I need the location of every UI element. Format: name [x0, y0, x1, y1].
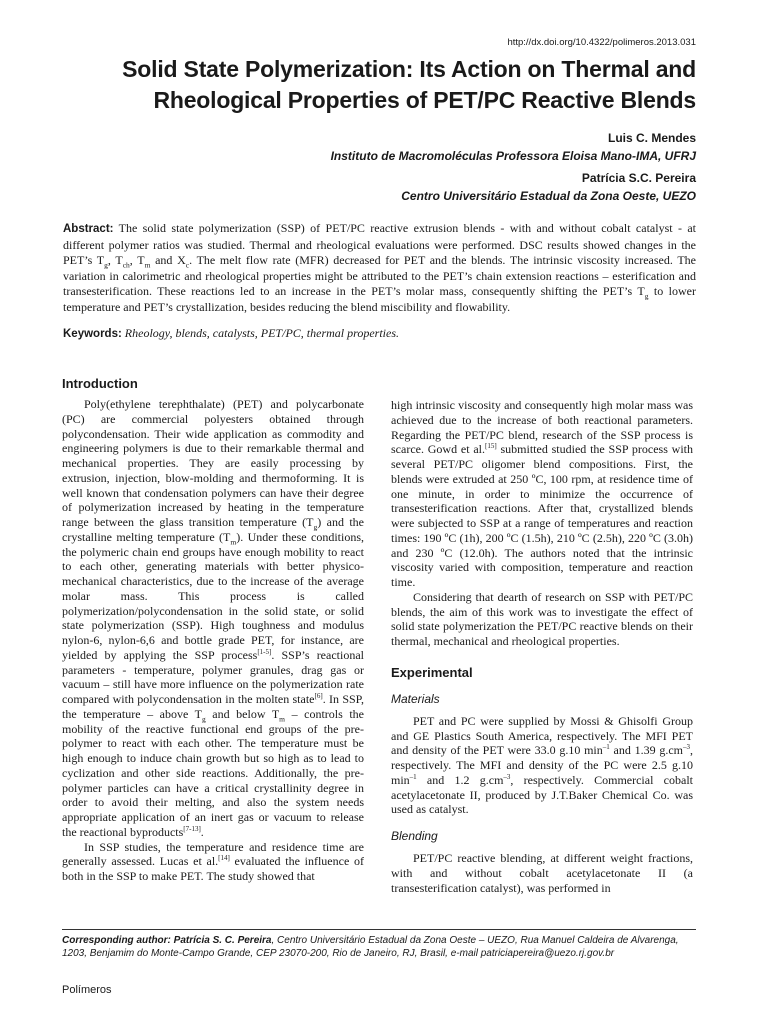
abstract: Abstract: The solid state polymerization (SSP) of PET/PC reactive extrusion blends - with and without cobalt catalyst - at different polymer ratios was studied. Thermal and rheological evaluations were performed. DSC results showed changes in the PET’s $T_g$, $T_{ch}$, $T_m$ and $X_c$. The melt flow rate (MFR) decreased for PET and the blends. The intrinsic viscosity increased. The variation in calorimetric and rheological properties might be attributed to the PET’s chain extension reactions – esterification and transesterification. These reactions led to an increase in the PET’s molar mass, consequently shifting the PET’s $T_g$ to lower temperature and PET’s crystallization, besides reducing the blend miscibility and flowability. — [63, 221, 696, 314]
citation-ref[interactable]: [1-5] — [257, 647, 272, 656]
journal-name: Polímeros — [62, 984, 112, 996]
body-paragraph: high intrinsic viscosity and consequently high molar mass was achieved due to the increase of both reactional parameters. Regarding the PET/PC blend, research of the SSP process is scarce. Gowd et al.[15] submitted studied the SSP process with several PET/PC oligomer blend compositions. First, the blends were extruded at 250 ºC, 100 rpm, at residence time of one minute, in order to minimize the occurrence of transesterification reactions. After that, crystallized blends were subjected to SSP at a range of temperatures and reaction times: 190 ºC (1h), 200 ºC (1.5h), 210 ºC (2.5h), 220 ºC (3.0h) and 230 ºC (12.0h). The authors noted that the intrinsic viscosity varied with composition, temperature and reaction time. — [391, 398, 694, 589]
author-name: Patrícia S.C. Pereira — [581, 171, 696, 185]
author-affiliation: Centro Universitário Estadual da Zona Oeste, UEZO — [401, 189, 696, 203]
corresponding-author-note: Corresponding author: Patrícia S. C. Pereira, Centro Universitário Estadual da Zona Oeste – UEZO, Rua Manuel Caldeira de Alvarenga, 1203, Benjamim do Monte-Campo Grande, CEP 23070-200, Rio de Janeiro, RJ, Brasil, e-mail patriciapereira@uezo.rj.gov.br — [62, 935, 679, 959]
body-paragraph: PET/PC reactive blending, at different weight fractions, with and without cobalt acetylacetonate II (a transesterification catalyst), was performed in — [391, 851, 693, 895]
footer-divider — [62, 929, 696, 930]
doi-link[interactable]: http://dx.doi.org/10.4322/polimeros.2013.031 — [507, 37, 696, 48]
author-affiliation: Instituto de Macromoléculas Professora Eloisa Mano-IMA, UFRJ — [330, 149, 696, 163]
citation-ref[interactable]: [14] — [218, 854, 230, 863]
section-heading-introduction: Introduction — [62, 376, 138, 391]
subsection-heading-blending: Blending — [391, 829, 438, 843]
keywords-list: Rheology, blends, catalysts, PET/PC, thermal properties. — [121, 326, 399, 340]
corresponding-author-label: Corresponding author: Patrícia S. C. Pereira — [62, 935, 272, 946]
body-paragraph: In SSP studies, the temperature and residence time are generally assessed. Lucas et al.[14] evaluated the influence of both in the SSP to make PET. The study showed that — [62, 839, 364, 883]
body-paragraph: Considering that dearth of research on SSP with PET/PC blends, the aim of this work was to investigate the effect of solid state polymerization the PET/PC reactive blends on their thermal, mechanical and rheological properties. — [391, 589, 693, 648]
body-paragraph: Poly(ethylene terephthalate) (PET) and polycarbonate (PC) are commercial polyesters obtained through polycondensation. Their wide application as commodity and engineering polymers is due to their remarkable thermal and mechanical properties. They are easily processing by extrusion, injection, blow-molding and thermoforming. It is well known that condensation polymers can have their degree of polymerization increased by heating in the temperature range between the glass transition temperature $(T_g)$ and the crystalline melting temperature $(T_m)$. Under these conditions, the polymeric chain end groups have enough mobility to react to each other, generating materials with better physico-mechanical characteristics, due to the increase of the average molar mass. This process is called polymerization/polycondensation in the solid state, or solid state polymerization (SSP). High toughness and modulus nylon-6, nylon-6,6 and bottle grade PET, for instance, are yielded by applying the SSP process[1-5]. SSP’s reactional parameters - temperature, polymer granules, drag gas or vacuum – still have more influence on the polymerization rate compared with polycondensation in the molten state[6]. In SSP, the temperature – above $T_g$ and below $T_m$ – controls the mobility of the reactive functional end groups of the pre-polymer to react with each other. The temperature must be high enough to induce chain growth but so high as to lead to cyclization and other side reactions. Additionally, the pre-polymer particles can have a critical crystallinity degree in order to avoid their melting, and also the system needs appropriate application of an inert gas or vacuum to release the reactional byproducts[7-13]. — [62, 397, 365, 839]
citation-ref[interactable]: [6] — [314, 692, 323, 700]
keywords — [63, 326, 696, 341]
left-column — [62, 376, 364, 884]
subsection-heading-materials: Materials — [391, 691, 440, 706]
right-column — [391, 398, 693, 895]
body-paragraph: PET and PC were supplied by Mossi & Ghisolfi Group and GE Plastics South America, respectively. The MFI PET and density of the PET were 33.0 g.10 $\min^{-1}$ and 1.39 $g.cm^{-3}$, respectively. The MFI and density of the PC were 2.5 g.10 $\min^{-1}$ and 1.2 $g.cm^{-3}$, respectively. Commercial cobalt acetylacetonate II, produced by J.T.Baker Chemical Co. was used as catalyst. — [391, 713, 693, 817]
citation-ref[interactable]: [15] — [485, 442, 497, 451]
author-name: Luis C. Mendes — [607, 131, 696, 145]
keywords-label: Keywords: — [63, 328, 122, 340]
section-heading-experimental: Experimental — [391, 664, 473, 680]
citation-ref[interactable]: [7-13] — [183, 824, 201, 833]
abstract-label: Abstract: — [63, 223, 114, 235]
paper-title: Solid State Polymerization: Its Action on Thermal and Rheological Properties of PET/PC Reactive Blends — [122, 56, 696, 113]
